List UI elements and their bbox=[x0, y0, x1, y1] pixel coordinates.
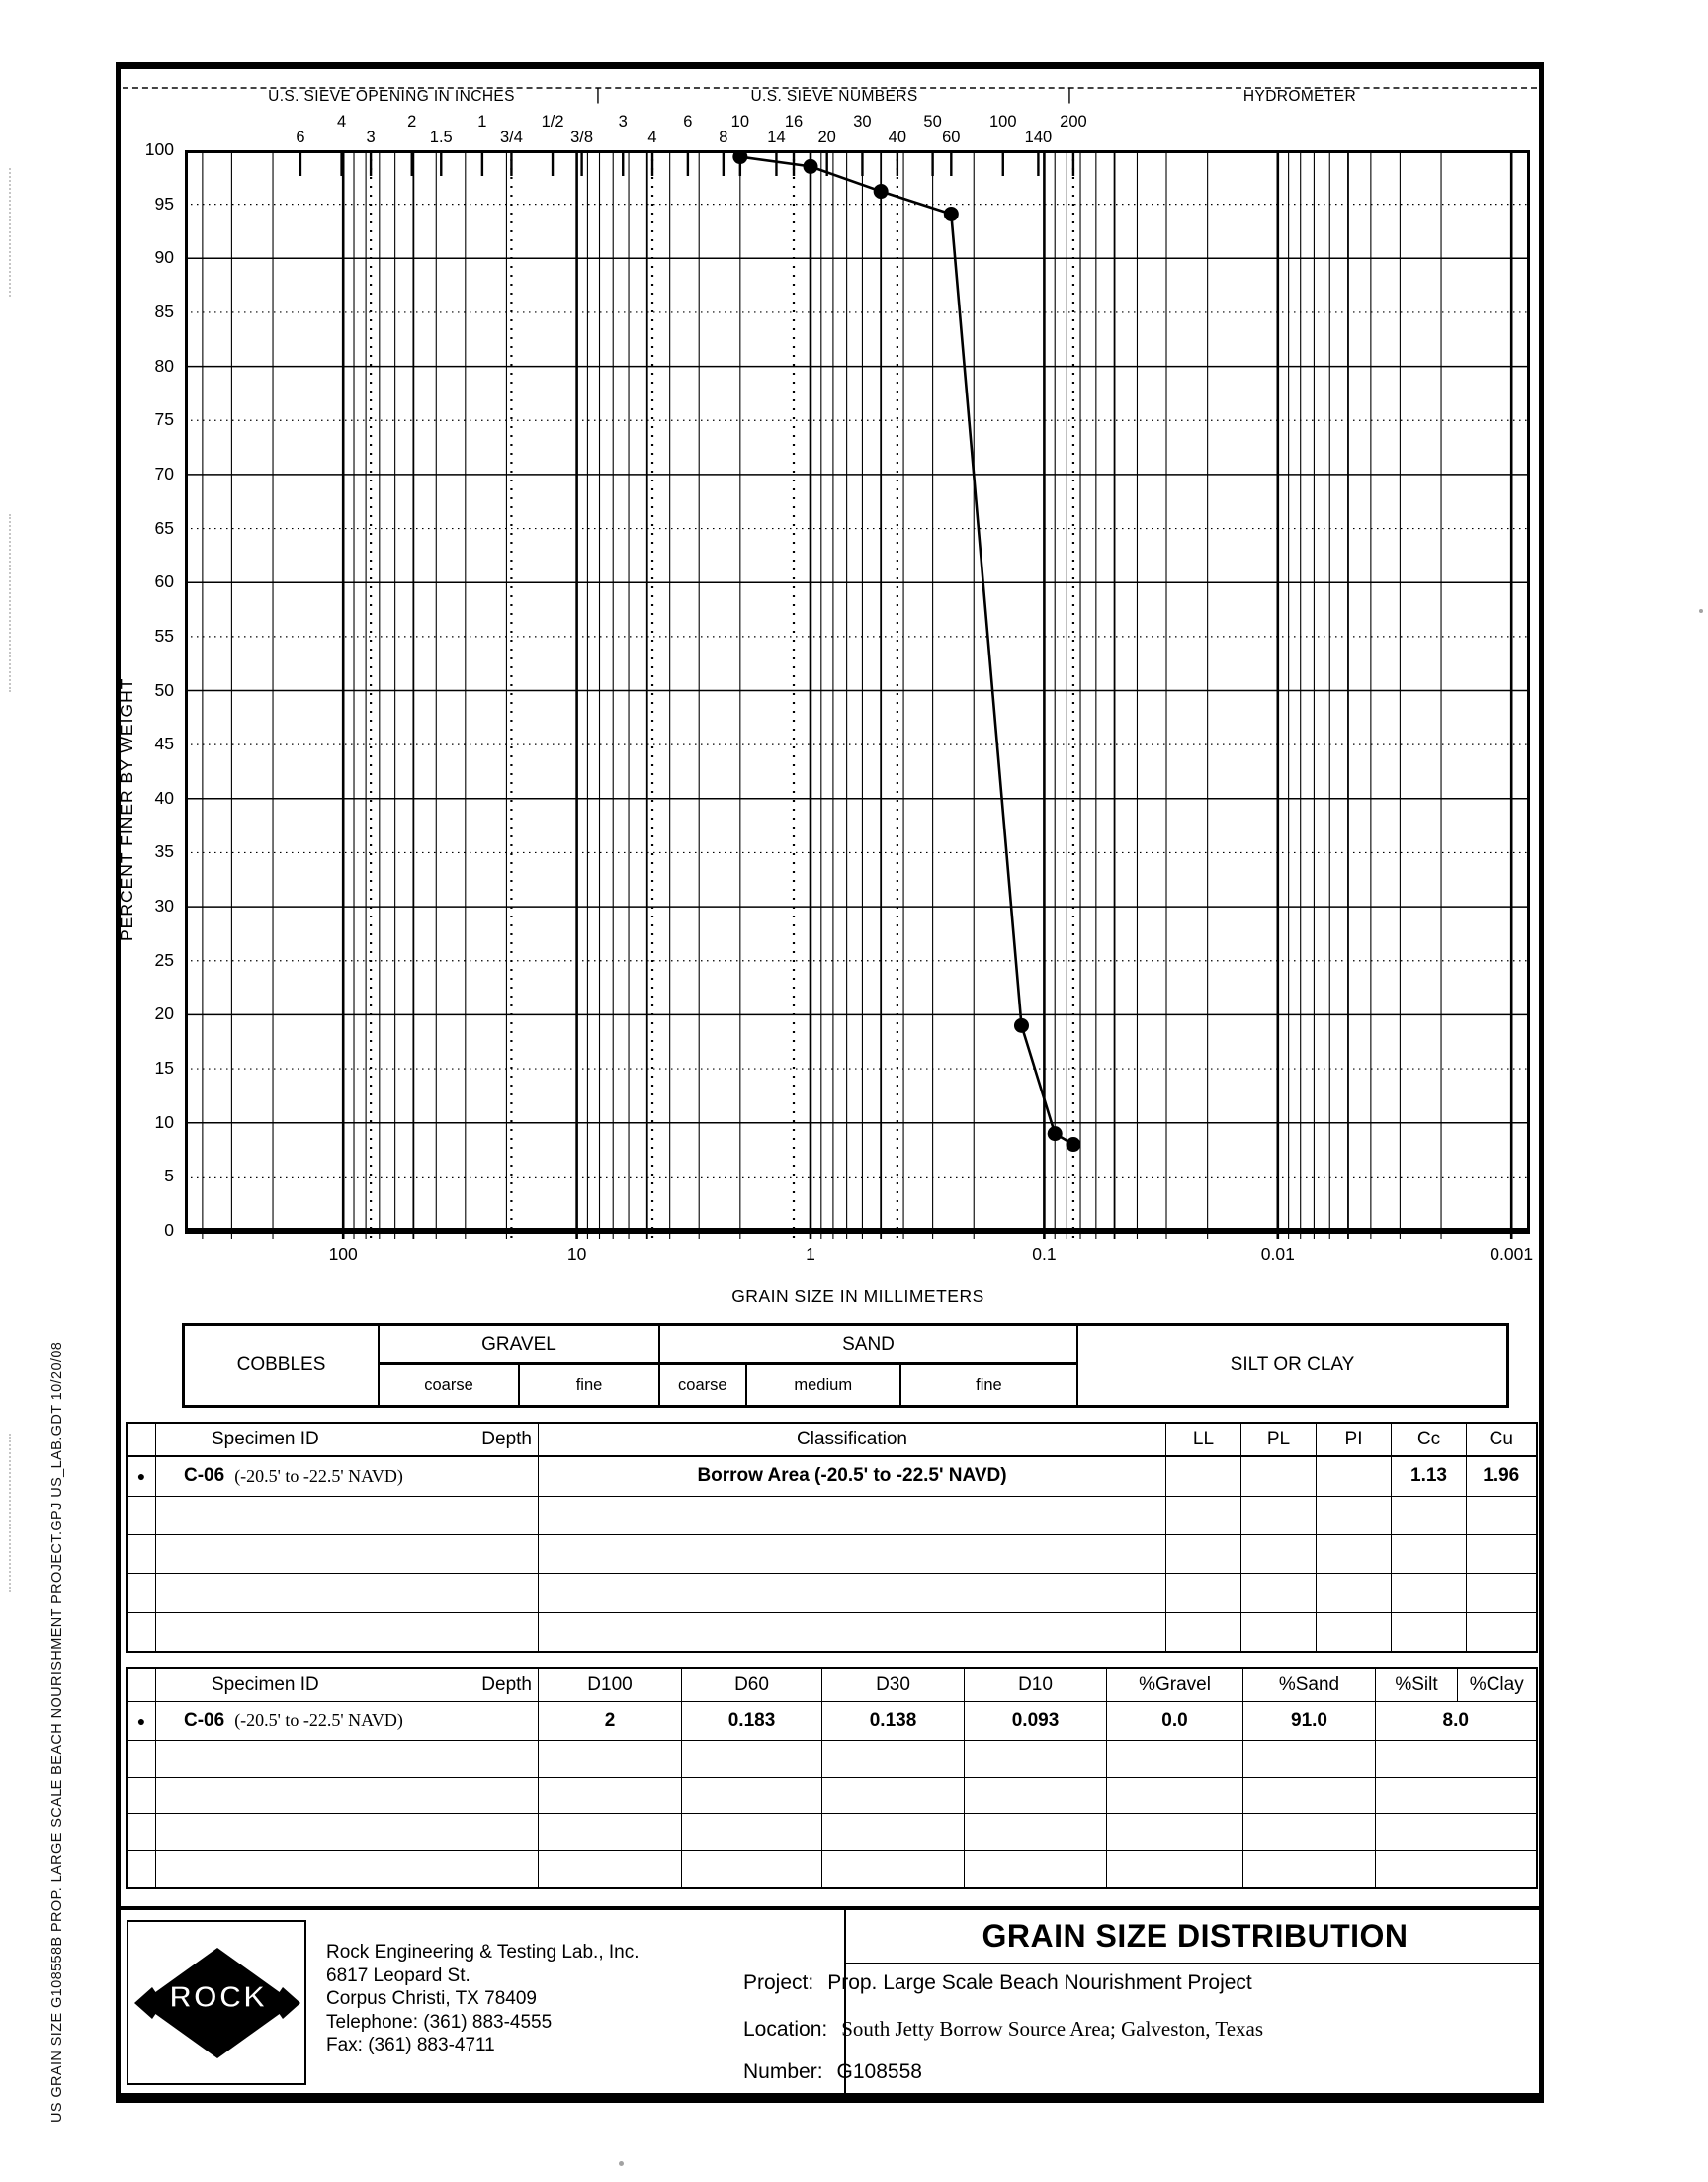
size-class-gravel bbox=[380, 1326, 660, 1405]
y-axis-tick-label: 70 bbox=[154, 463, 174, 483]
empty-table-row bbox=[128, 1613, 1536, 1651]
company-fax: Fax: (361) 883-4711 bbox=[326, 2035, 495, 2055]
sieve-size-label: 100 bbox=[989, 113, 1017, 131]
empty-table-row bbox=[128, 1778, 1536, 1814]
size-class-sand-coarse: coarse bbox=[660, 1365, 747, 1405]
top-axis-section-hydrometer: HYDROMETER bbox=[1242, 88, 1357, 105]
top-axis-separator: | bbox=[595, 85, 601, 104]
x-axis-tick-label: 10 bbox=[566, 1244, 587, 1264]
sieve-size-label: 60 bbox=[942, 129, 961, 146]
scan-artifact bbox=[9, 1434, 11, 1592]
company-address-block bbox=[326, 1941, 640, 2057]
company-phone: Telephone: (361) 883-4555 bbox=[326, 2011, 553, 2033]
y-axis-title: PERCENT FINER BY WEIGHT bbox=[117, 677, 136, 941]
top-axis-separator: | bbox=[1067, 85, 1072, 104]
data-point bbox=[804, 159, 818, 174]
y-axis-tick-label: 35 bbox=[154, 841, 174, 862]
sieve-size-label: 4 bbox=[336, 113, 347, 131]
sieve-size-label: 3/8 bbox=[570, 129, 594, 146]
data-point bbox=[1014, 1018, 1029, 1033]
x-axis-tick-label: 0.1 bbox=[1032, 1244, 1057, 1264]
size-class-gravel-label: GRAVEL bbox=[380, 1326, 658, 1365]
cu-value: 1.96 bbox=[1483, 1465, 1520, 1487]
y-axis-tick-label: 25 bbox=[154, 949, 174, 970]
header-bullet-col bbox=[128, 1424, 156, 1455]
empty-table-row bbox=[128, 1535, 1536, 1574]
data-point bbox=[874, 184, 889, 199]
header-specimen-id: Specimen ID bbox=[212, 1673, 319, 1695]
header-d100: D100 bbox=[539, 1669, 682, 1701]
number-label: Number: bbox=[743, 2060, 823, 2083]
specimen-symbol: ● bbox=[128, 1702, 156, 1741]
gradation-table bbox=[126, 1667, 1538, 1889]
horizontal-gridlines bbox=[185, 205, 1530, 1178]
sieve-tick-marks bbox=[300, 150, 1073, 176]
header-classification: Classification bbox=[539, 1424, 1166, 1455]
location-label: Location: bbox=[743, 2018, 828, 2041]
sieve-size-label: 140 bbox=[1024, 129, 1053, 146]
y-axis-tick-label: 100 bbox=[144, 139, 174, 159]
grain-size-plot bbox=[185, 150, 1530, 1239]
company-address1: 6817 Leopard St. bbox=[326, 1964, 470, 1986]
classification-table bbox=[126, 1422, 1538, 1653]
sieve-size-label: 8 bbox=[719, 129, 728, 146]
header-pi: PI bbox=[1317, 1424, 1392, 1455]
sieve-size-label: 3 bbox=[366, 129, 376, 146]
header-d10: D10 bbox=[965, 1669, 1107, 1701]
header-pct-gravel: %Gravel bbox=[1107, 1669, 1243, 1701]
sieve-reference-lines bbox=[371, 150, 1073, 1239]
size-class-silt-or-clay: SILT OR CLAY bbox=[1230, 1354, 1355, 1375]
company-address2: Corpus Christi, TX 78409 bbox=[326, 1988, 537, 2009]
size-class-gravel-fine: fine bbox=[575, 1375, 603, 1394]
sieve-size-label: 50 bbox=[923, 113, 942, 131]
empty-table-row bbox=[128, 1741, 1536, 1778]
sieve-size-label: 20 bbox=[817, 129, 836, 146]
size-class-sand-medium: medium bbox=[747, 1365, 901, 1405]
size-class-sand-label: SAND bbox=[660, 1326, 1076, 1365]
sieve-size-label: 200 bbox=[1060, 113, 1087, 131]
location-value: South Jetty Borrow Source Area; Galveston, Texas bbox=[841, 2017, 1264, 2041]
sieve-size-label: 14 bbox=[767, 129, 786, 146]
y-axis-tick-label: 15 bbox=[154, 1058, 174, 1079]
size-class-cobbles: COBBLES bbox=[185, 1326, 380, 1405]
y-axis-tick-label: 20 bbox=[154, 1004, 174, 1024]
d10-value: 0.093 bbox=[965, 1702, 1107, 1741]
y-axis-tick-label: 45 bbox=[154, 734, 174, 754]
sieve-size-label: 1.5 bbox=[429, 129, 453, 146]
header-ll: LL bbox=[1166, 1424, 1241, 1455]
grain-size-chart bbox=[185, 150, 1530, 1239]
y-axis-tick-label: 55 bbox=[154, 625, 174, 646]
y-axis-tick-label: 50 bbox=[154, 679, 174, 700]
header-pct-sand: %Sand bbox=[1243, 1669, 1376, 1701]
sieve-size-label: 1 bbox=[477, 113, 487, 131]
top-axis-section-inches: U.S. SIEVE OPENING IN INCHES bbox=[268, 88, 515, 105]
table-row bbox=[128, 1702, 1536, 1742]
empty-table-row bbox=[128, 1497, 1536, 1535]
empty-table-row bbox=[128, 1814, 1536, 1851]
gradation-curve bbox=[740, 157, 1073, 1145]
size-class-sand bbox=[660, 1326, 1078, 1405]
pi-value bbox=[1317, 1457, 1392, 1497]
y-axis-tick-label: 30 bbox=[154, 896, 174, 916]
header-d30: D30 bbox=[822, 1669, 965, 1701]
scan-artifact bbox=[9, 168, 11, 297]
header-d60: D60 bbox=[682, 1669, 822, 1701]
project-value: Prop. Large Scale Beach Nourishment Project bbox=[827, 1971, 1252, 1994]
sieve-size-label: 16 bbox=[784, 113, 804, 131]
scan-artifact bbox=[1699, 609, 1703, 613]
y-axis-tick-label: 85 bbox=[154, 301, 174, 321]
header-pct-silt: %Silt bbox=[1376, 1669, 1458, 1701]
y-axis-tick-label: 95 bbox=[154, 193, 174, 214]
x-axis-tick-label: 1 bbox=[806, 1244, 815, 1264]
specimen-depth: (-20.5' to -22.5' NAVD) bbox=[234, 1710, 403, 1731]
company-name: Rock Engineering & Testing Lab., Inc. bbox=[326, 1942, 640, 1963]
vertical-gridlines bbox=[203, 150, 1511, 1239]
report-title: GRAIN SIZE DISTRIBUTION bbox=[982, 1918, 1409, 1954]
size-class-gravel-coarse: coarse bbox=[380, 1365, 520, 1405]
header-cc: Cc bbox=[1392, 1424, 1467, 1455]
d60-value: 0.183 bbox=[682, 1702, 822, 1741]
data-point bbox=[944, 207, 959, 221]
x-axis-title: GRAIN SIZE IN MILLIMETERS bbox=[731, 1286, 984, 1306]
specimen-id: C-06 bbox=[184, 1465, 225, 1487]
x-axis-tick-label: 100 bbox=[328, 1244, 358, 1264]
cc-value: 1.13 bbox=[1392, 1457, 1467, 1497]
y-axis-tick-label: 5 bbox=[164, 1166, 174, 1186]
sieve-size-label: 4 bbox=[647, 129, 657, 146]
sieve-size-label: 10 bbox=[730, 113, 750, 131]
size-class-strip bbox=[182, 1323, 1509, 1408]
y-axis-tick-label: 10 bbox=[154, 1111, 174, 1132]
empty-table-row bbox=[128, 1851, 1536, 1887]
table-row bbox=[128, 1457, 1536, 1498]
data-point bbox=[732, 150, 747, 164]
sieve-size-label: 30 bbox=[853, 113, 872, 131]
project-label: Project: bbox=[743, 1971, 814, 1994]
empty-table-row bbox=[128, 1574, 1536, 1613]
sidebar-filename-text: US GRAIN SIZE G108558B PROP. LARGE SCALE BEACH NOURISHMENT PROJECT.GPJ US_LAB.GDT 10/20/08 bbox=[49, 1341, 65, 2123]
header-specimen-id: Specimen ID bbox=[212, 1428, 319, 1449]
top-axis-section-numbers: U.S. SIEVE NUMBERS bbox=[750, 88, 918, 105]
y-axis-tick-label: 80 bbox=[154, 355, 174, 376]
sieve-size-label: 3 bbox=[618, 113, 628, 131]
x-axis-tick-label: 0.01 bbox=[1260, 1244, 1295, 1264]
sieve-size-label: 2 bbox=[407, 113, 417, 131]
header-bullet-col bbox=[128, 1669, 156, 1701]
pct-gravel-value: 0.0 bbox=[1107, 1702, 1243, 1741]
number-value: G108558 bbox=[836, 2060, 922, 2083]
pct-silt-clay-value: 8.0 bbox=[1442, 1709, 1469, 1731]
header-pl: PL bbox=[1241, 1424, 1317, 1455]
d100-value: 2 bbox=[539, 1702, 682, 1741]
data-point bbox=[1066, 1137, 1080, 1152]
sieve-size-label: 3/4 bbox=[499, 129, 523, 146]
size-class-sand-fine: fine bbox=[976, 1375, 1002, 1394]
header-depth: Depth bbox=[481, 1673, 532, 1695]
sieve-size-label: 6 bbox=[296, 129, 305, 146]
sieve-size-label: 40 bbox=[888, 129, 907, 146]
specimen-id: C-06 bbox=[184, 1709, 225, 1731]
sieve-size-label: 1/2 bbox=[541, 113, 564, 131]
header-pct-clay: %Clay bbox=[1469, 1673, 1524, 1695]
specimen-symbol: ● bbox=[128, 1457, 156, 1497]
y-axis-tick-label: 40 bbox=[154, 787, 174, 808]
data-point bbox=[1048, 1126, 1063, 1141]
classification-value: Borrow Area (-20.5' to -22.5' NAVD) bbox=[539, 1457, 1166, 1497]
ll-value bbox=[1166, 1457, 1241, 1497]
y-axis-tick-label: 75 bbox=[154, 409, 174, 430]
y-axis-tick-label: 65 bbox=[154, 517, 174, 538]
d30-value: 0.138 bbox=[822, 1702, 965, 1741]
pl-value bbox=[1241, 1457, 1317, 1497]
y-axis-tick-label: 0 bbox=[164, 1220, 174, 1240]
company-logo bbox=[127, 1920, 306, 2085]
scan-artifact bbox=[9, 514, 11, 692]
header-depth: Depth bbox=[481, 1428, 532, 1449]
x-axis-tick-label: 0.001 bbox=[1490, 1244, 1534, 1264]
y-axis-tick-label: 60 bbox=[154, 571, 174, 592]
header-cu: Cu bbox=[1489, 1428, 1513, 1449]
scan-artifact bbox=[619, 2161, 624, 2166]
specimen-depth: (-20.5' to -22.5' NAVD) bbox=[234, 1465, 403, 1486]
sieve-size-label: 6 bbox=[683, 113, 693, 131]
y-axis-tick-label: 90 bbox=[154, 247, 174, 268]
pct-sand-value: 91.0 bbox=[1243, 1702, 1376, 1741]
logo-text: ROCK bbox=[169, 1979, 268, 2014]
